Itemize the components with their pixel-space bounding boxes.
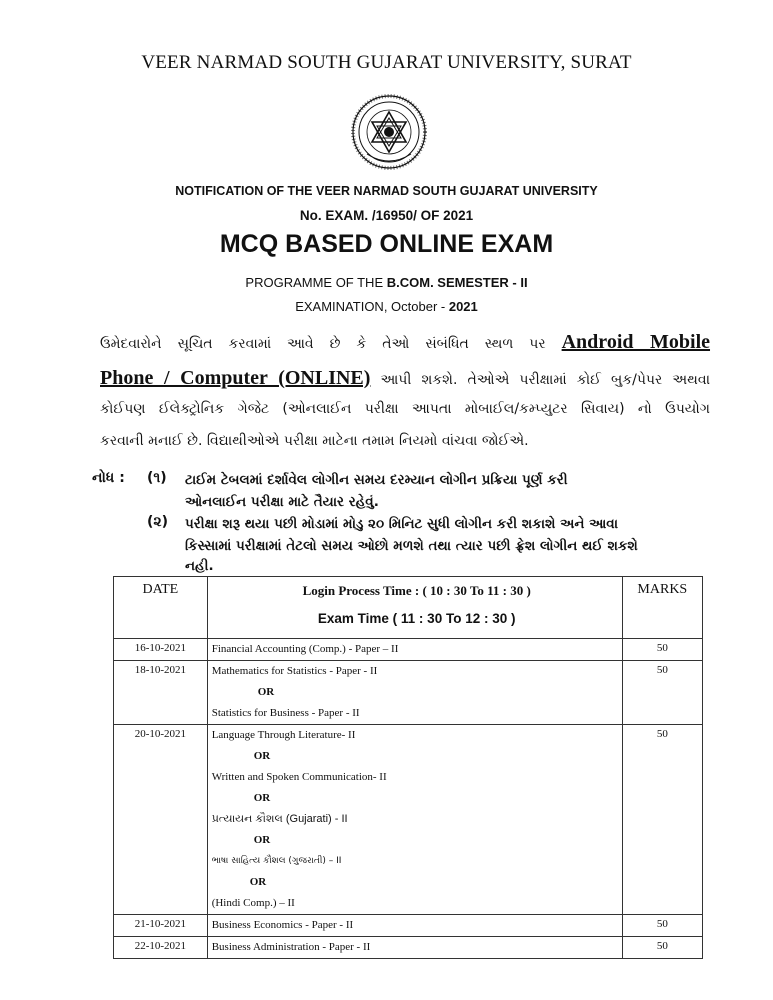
row-marks: 50 bbox=[622, 661, 702, 725]
row-date: 20-10-2021 bbox=[114, 725, 208, 915]
row-subject bbox=[207, 725, 622, 915]
table-header-row bbox=[114, 577, 703, 639]
notification-title: NOTIFICATION OF THE VEER NARMAD SOUTH GUJARAT UNIVERSITY bbox=[175, 184, 598, 198]
subject-name: ભાષા સાહિત્ય કૌશલ (ગુજરાતી) – II bbox=[211, 856, 342, 866]
programme-prefix: PROGRAMME OF THE bbox=[245, 275, 387, 290]
or-separator: OR bbox=[257, 686, 275, 698]
subject-name: Statistics for Business - Paper - II bbox=[211, 707, 360, 719]
or-separator: OR bbox=[253, 792, 271, 804]
examination-prefix: EXAMINATION, October - bbox=[295, 299, 449, 314]
university-heading: VEER NARMAD SOUTH GUJARAT UNIVERSITY, SURAT bbox=[141, 52, 632, 73]
row-subject bbox=[207, 937, 622, 959]
note-text-line: ટાઈમ ટેબલમાં દર્શાવેલ લોગીન સમય દરમ્યાન લોગીન પ્રક્રિયા પૂર્ણ કરી bbox=[185, 472, 568, 488]
programme-name: B.COM. SEMESTER - II bbox=[386, 275, 528, 290]
instruction-line-1-gujarati: ઉમેદવારોને સૂચિત કરવામાં આવે છે કે તેઓ સંબંધિત સ્થળ પર bbox=[100, 336, 562, 352]
row-marks: 50 bbox=[622, 639, 702, 661]
subject-name: Mathematics for Statistics - Paper - II bbox=[211, 665, 378, 677]
instruction-line-2-gujarati: આપી શકશે. તેઓએ પરીક્ષામાં કોઈ બુક/પેપર અથવા bbox=[370, 372, 711, 388]
or-separator: OR bbox=[253, 750, 271, 762]
note-number: (૧) bbox=[147, 470, 167, 486]
subject-name: Written and Spoken Communication- II bbox=[211, 771, 387, 783]
instruction-device-text-2: Phone / Computer (ONLINE) bbox=[100, 367, 371, 389]
subject-column-header bbox=[207, 577, 622, 639]
table-row bbox=[114, 915, 703, 937]
exam-schedule-table bbox=[113, 576, 703, 959]
row-date: 16-10-2021 bbox=[114, 639, 208, 661]
instruction-line-1 bbox=[100, 331, 710, 354]
exam-number: No. EXAM. /16950/ OF 2021 bbox=[299, 208, 474, 223]
note-text-line: કિસ્સામાં પરીક્ષામાં તેટલો સમય ઓછો મળશે તથા ત્યાર પછી ફ્રેશ લોગીન થઈ શકશે bbox=[185, 538, 638, 554]
table-row bbox=[114, 937, 703, 959]
row-marks: 50 bbox=[622, 937, 702, 959]
date-column-header: DATE bbox=[114, 577, 208, 639]
or-separator: OR bbox=[253, 834, 271, 846]
row-marks: 50 bbox=[622, 915, 702, 937]
or-separator: OR bbox=[249, 876, 267, 888]
examination-line bbox=[0, 299, 773, 314]
note-text-line: નહી. bbox=[185, 558, 214, 574]
row-date: 22-10-2021 bbox=[114, 937, 208, 959]
marks-column-header: MARKS bbox=[622, 577, 702, 639]
row-date: 18-10-2021 bbox=[114, 661, 208, 725]
instruction-line-3: કોઈપણ ઈલેક્ટ્રોનિક ગેજેટ (ઓનલાઈન પરીક્ષા આપતા મોબાઈલ/કમ્પ્યુટર સિવાય) નો ઉપયોગ bbox=[100, 401, 710, 417]
subject-name: (Hindi Comp.) – II bbox=[211, 897, 295, 909]
page-title: MCQ BASED ONLINE EXAM bbox=[219, 230, 554, 258]
row-date: 21-10-2021 bbox=[114, 915, 208, 937]
university-logo-icon bbox=[351, 94, 427, 170]
programme-line bbox=[0, 275, 773, 290]
subject-name: Business Administration - Paper - II bbox=[211, 941, 371, 953]
instruction-line-4: કરવાની મનાઈ છે. વિદ્યાથીઓએ પરીક્ષા માટેના તમામ નિયમો વાંચવા જોઈએ. bbox=[100, 433, 529, 449]
row-subject bbox=[207, 639, 622, 661]
row-subject bbox=[207, 661, 622, 725]
subject-name: Financial Accounting (Comp.) - Paper – II bbox=[211, 643, 399, 655]
note-text-line: પરીક્ષા શરૂ થયા પછી મોડામાં મોડુ ૨૦ મિનિટ સુધી લોગીન કરી શકાશે અને આવા bbox=[185, 516, 619, 532]
subject-name: પ્રત્યાયન કૌશલ (Gujarati) - II bbox=[211, 813, 348, 825]
row-subject bbox=[207, 915, 622, 937]
exam-time-header: Exam Time ( 11 : 30 To 12 : 30 ) bbox=[317, 611, 516, 626]
login-time-header: Login Process Time : ( 10 : 30 To 11 : 30 ) bbox=[302, 583, 531, 598]
table-row bbox=[114, 661, 703, 725]
note-label: નોધ : bbox=[92, 470, 125, 486]
row-marks: 50 bbox=[622, 725, 702, 915]
note-number: (૨) bbox=[147, 514, 169, 530]
instruction-line-2 bbox=[100, 367, 710, 390]
note-text-line: ઓનલાઈન પરીક્ષા માટે તૈયાર રહેવું. bbox=[185, 494, 379, 510]
table-row bbox=[114, 725, 703, 915]
table-row bbox=[114, 639, 703, 661]
subject-name: Language Through Literature- II bbox=[211, 729, 356, 741]
instruction-device-text: Android Mobile bbox=[561, 331, 711, 353]
examination-year: 2021 bbox=[448, 299, 478, 314]
subject-name: Business Economics - Paper - II bbox=[211, 919, 354, 931]
